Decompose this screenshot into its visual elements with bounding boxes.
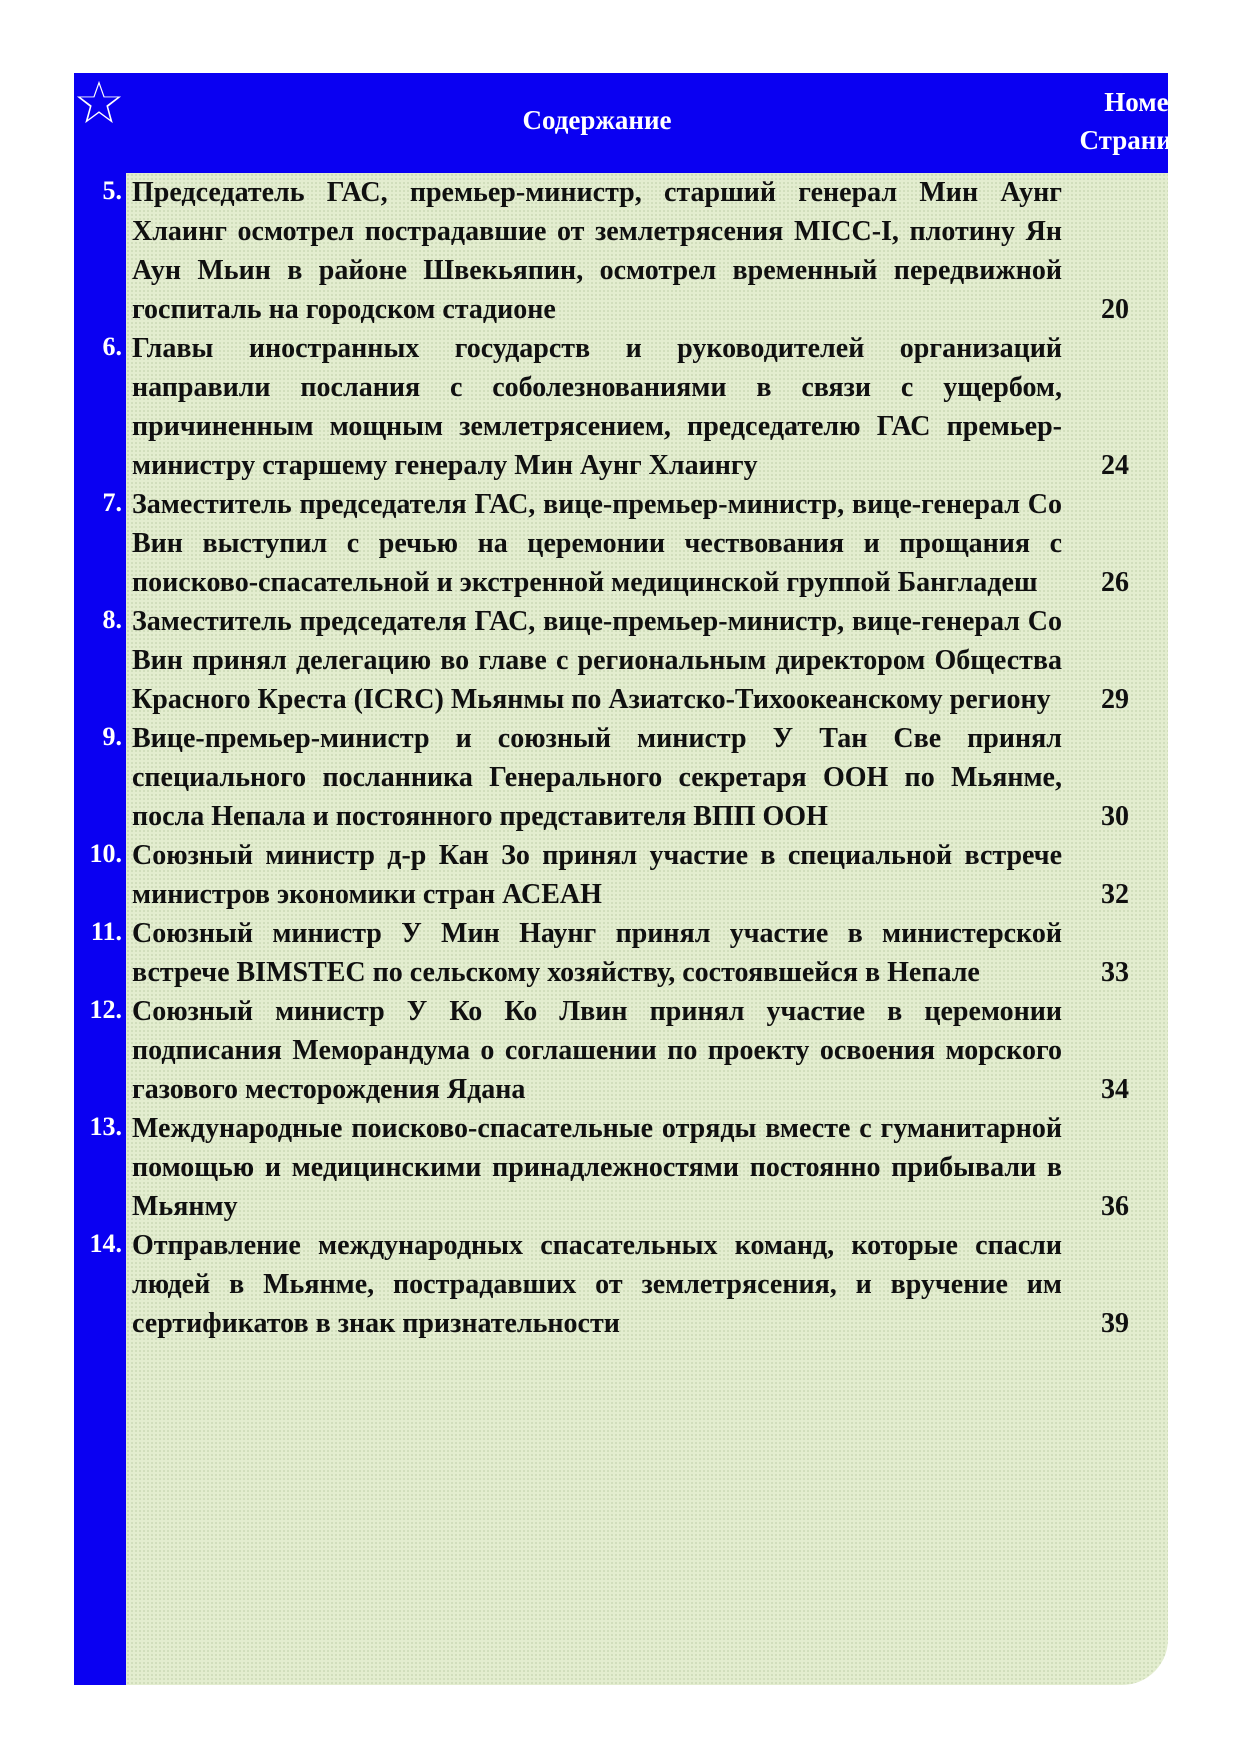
entry-number: 13. [89,1112,122,1141]
table-header [126,73,1209,173]
entry-number: 11. [90,917,122,946]
entry-title: Союзный министр д-р Кан Зо принял участие в специальной встрече министров экономики стран АСЕАН [132,840,1062,910]
list-item [74,836,1168,914]
list-item [74,1109,1168,1226]
entry-title: Вице-премьер-министр и союзный министр У Тан Све принял специального посланника Генерального секретаря ООН по Мьянме, посла Непала и постоянного представителя ВПП ООН [132,723,1062,832]
entry-number: 12. [89,995,122,1024]
entry-number: 14. [89,1229,122,1258]
entry-number: 5. [102,176,122,205]
entry-list [74,173,1168,1343]
entry-title: Заместитель председателя ГАС, вице-премьер-министр, вице-генерал Со Вин принял делегацию во главе с региональным директором Общества Красного Креста (ICRC) Мьянмы по Азиатско-Тихоокеанскому региону [132,606,1062,715]
star-icon [76,79,122,125]
entry-page: 20 [1101,294,1129,325]
list-item [74,719,1168,836]
entry-page: 32 [1101,879,1129,910]
entry-number: 6. [102,332,122,361]
list-item [74,173,1168,329]
entry-number: 7. [102,488,122,517]
entry-title: Главы иностранных государств и руководителей организаций направили послания с соболезнованиями в связи с ущербом, причиненным мощным землетрясением, председателю ГАС премьер-министру старшему генералу Мин Аунг Хлаингу [132,333,1062,481]
entry-title: Отправление международных спасательных команд, которые спасли людей в Мьянме, пострадавших от землетрясения, и вручение им сертификатов в знак признательности [132,1230,1062,1339]
entry-page: 36 [1101,1191,1129,1222]
contents-panel [74,73,1209,1685]
list-item [74,1226,1168,1343]
entry-title: Председатель ГАС, премьер-министр, старший генерал Мин Аунг Хлаинг осмотрел пострадавшие от землетрясения MICC-I, плотину Ян Аун Мьин в районе Швекьяпин, осмотрел временный передвижной госпиталь на городском стадионе [132,177,1062,325]
entry-title: Союзный министр У Мин Наунг принял участие в министерской встрече BIMSTEC по сельскому хозяйству, состоявшейся в Непале [132,918,1062,988]
entry-page: 33 [1101,957,1129,988]
entry-page: 34 [1101,1074,1129,1105]
list-item [74,914,1168,992]
entry-page: 24 [1101,450,1129,481]
entry-title: Международные поисково-спасательные отряды вместе с гуманитарной помощью и медицинскими принадлежностями постоянно прибывали в Мьянму [132,1113,1062,1222]
entry-page: 30 [1101,801,1129,832]
entry-title: Союзный министр У Ко Ко Лвин принял участие в церемонии подписания Меморандума о соглашении по проекту освоения морского газового месторождения Ядана [132,996,1062,1105]
entry-page: 29 [1101,684,1129,715]
entry-title: Заместитель председателя ГАС, вице-премьер-министр, вице-генерал Со Вин выступил с речью на церемонии чествования и прощания с поисково-спасательной и экстренной медицинской группой Бангладеш [132,489,1062,598]
header-title: Содержание [522,105,672,135]
list-item [74,602,1168,719]
list-item [74,329,1168,485]
entry-number: 9. [102,722,122,751]
list-item [74,485,1168,602]
entry-number: 8. [102,605,122,634]
header-page-label: Номер Страницы [1079,87,1209,155]
entry-page: 26 [1101,567,1129,598]
entry-page: 39 [1101,1308,1129,1339]
entry-number: 10. [89,839,122,868]
list-item [74,992,1168,1109]
